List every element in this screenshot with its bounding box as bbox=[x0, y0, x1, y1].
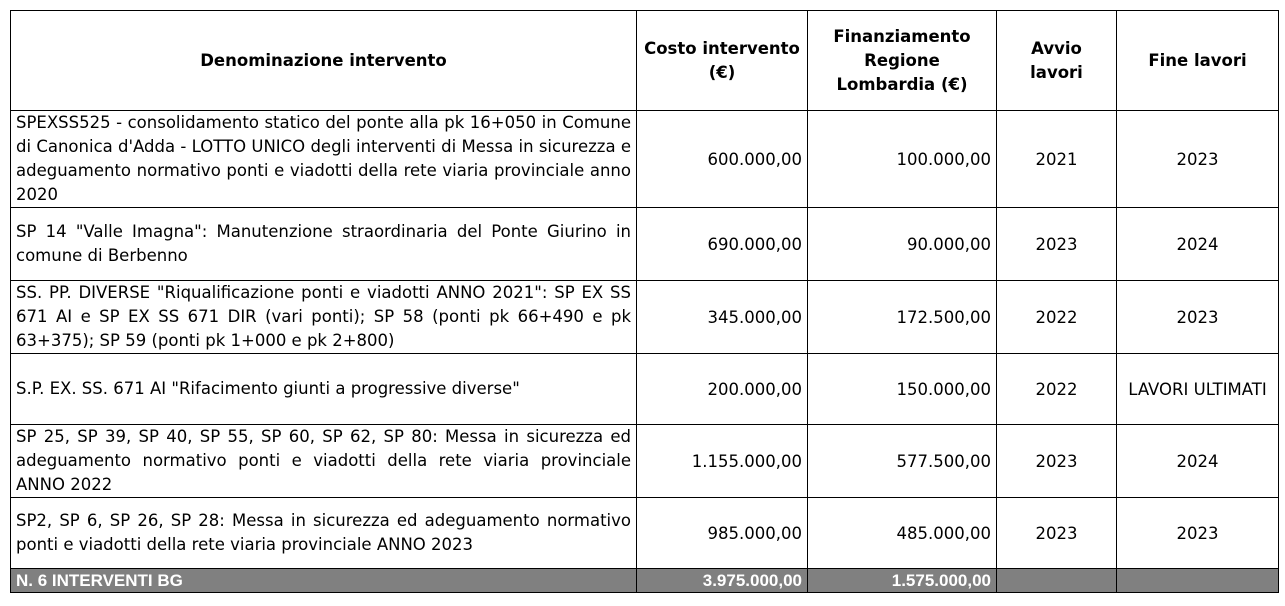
table-row bbox=[11, 208, 1279, 281]
total-row bbox=[11, 569, 1279, 593]
row-end: 2023 bbox=[1117, 498, 1279, 569]
row-cost: 345.000,00 bbox=[637, 281, 808, 354]
row-name: S.P. EX. SS. 671 AI "Rifacimento giunti a progressive diverse" bbox=[11, 354, 637, 425]
row-financing: 150.000,00 bbox=[808, 354, 997, 425]
row-financing: 100.000,00 bbox=[808, 111, 997, 208]
total-financing: 1.575.000,00 bbox=[808, 569, 997, 593]
row-name: SS. PP. DIVERSE "Riqualificazione ponti e viadotti ANNO 2021": SP EX SS 671 AI e SP EX SS 671 DIR (vari ponti); SP 58 (ponti pk 66+490 e pk 63+375); SP 59 (ponti pk 1+000 e pk 2+800) bbox=[11, 281, 637, 354]
table-row bbox=[11, 281, 1279, 354]
total-end-empty bbox=[1117, 569, 1279, 593]
row-start: 2022 bbox=[997, 281, 1117, 354]
table-header-row bbox=[11, 11, 1279, 111]
row-name: SPEXSS525 - consolidamento statico del ponte alla pk 16+050 in Comune di Canonica d'Adda - LOTTO UNICO degli interventi di Messa in sicurezza e adeguamento normativo ponti e viadotti della rete viaria provinciale anno 2020 bbox=[11, 111, 637, 208]
header-finanziamento: Finanziamento Regione Lombardia (€) bbox=[808, 11, 997, 111]
header-costo: Costo intervento (€) bbox=[637, 11, 808, 111]
row-financing: 485.000,00 bbox=[808, 498, 997, 569]
row-cost: 200.000,00 bbox=[637, 354, 808, 425]
row-cost: 600.000,00 bbox=[637, 111, 808, 208]
row-start: 2023 bbox=[997, 498, 1117, 569]
row-cost: 1.155.000,00 bbox=[637, 425, 808, 498]
row-name: SP 25, SP 39, SP 40, SP 55, SP 60, SP 62, SP 80: Messa in sicurezza ed adeguamento normativo ponti e viadotti della rete viaria provinciale ANNO 2022 bbox=[11, 425, 637, 498]
row-name: SP 14 "Valle Imagna": Manutenzione straordinaria del Ponte Giurino in comune di Berbenno bbox=[11, 208, 637, 281]
header-avvio: Avvio lavori bbox=[997, 11, 1117, 111]
row-end: 2023 bbox=[1117, 111, 1279, 208]
row-financing: 90.000,00 bbox=[808, 208, 997, 281]
row-financing: 172.500,00 bbox=[808, 281, 997, 354]
row-end: 2024 bbox=[1117, 425, 1279, 498]
table-row bbox=[11, 425, 1279, 498]
row-end: 2023 bbox=[1117, 281, 1279, 354]
row-cost: 985.000,00 bbox=[637, 498, 808, 569]
table-row bbox=[11, 498, 1279, 569]
row-start: 2022 bbox=[997, 354, 1117, 425]
row-cost: 690.000,00 bbox=[637, 208, 808, 281]
row-start: 2023 bbox=[997, 425, 1117, 498]
row-financing: 577.500,00 bbox=[808, 425, 997, 498]
header-denominazione: Denominazione intervento bbox=[11, 11, 637, 111]
row-end: 2024 bbox=[1117, 208, 1279, 281]
interventions-table bbox=[10, 10, 1279, 593]
table-row bbox=[11, 354, 1279, 425]
total-cost: 3.975.000,00 bbox=[637, 569, 808, 593]
total-label: N. 6 INTERVENTI BG bbox=[11, 569, 637, 593]
header-fine: Fine lavori bbox=[1117, 11, 1279, 111]
total-start-empty bbox=[997, 569, 1117, 593]
row-end: LAVORI ULTIMATI bbox=[1117, 354, 1279, 425]
row-start: 2021 bbox=[997, 111, 1117, 208]
row-name: SP2, SP 6, SP 26, SP 28: Messa in sicurezza ed adeguamento normativo ponti e viadotti della rete viaria provinciale ANNO 2023 bbox=[11, 498, 637, 569]
row-start: 2023 bbox=[997, 208, 1117, 281]
table-row bbox=[11, 111, 1279, 208]
